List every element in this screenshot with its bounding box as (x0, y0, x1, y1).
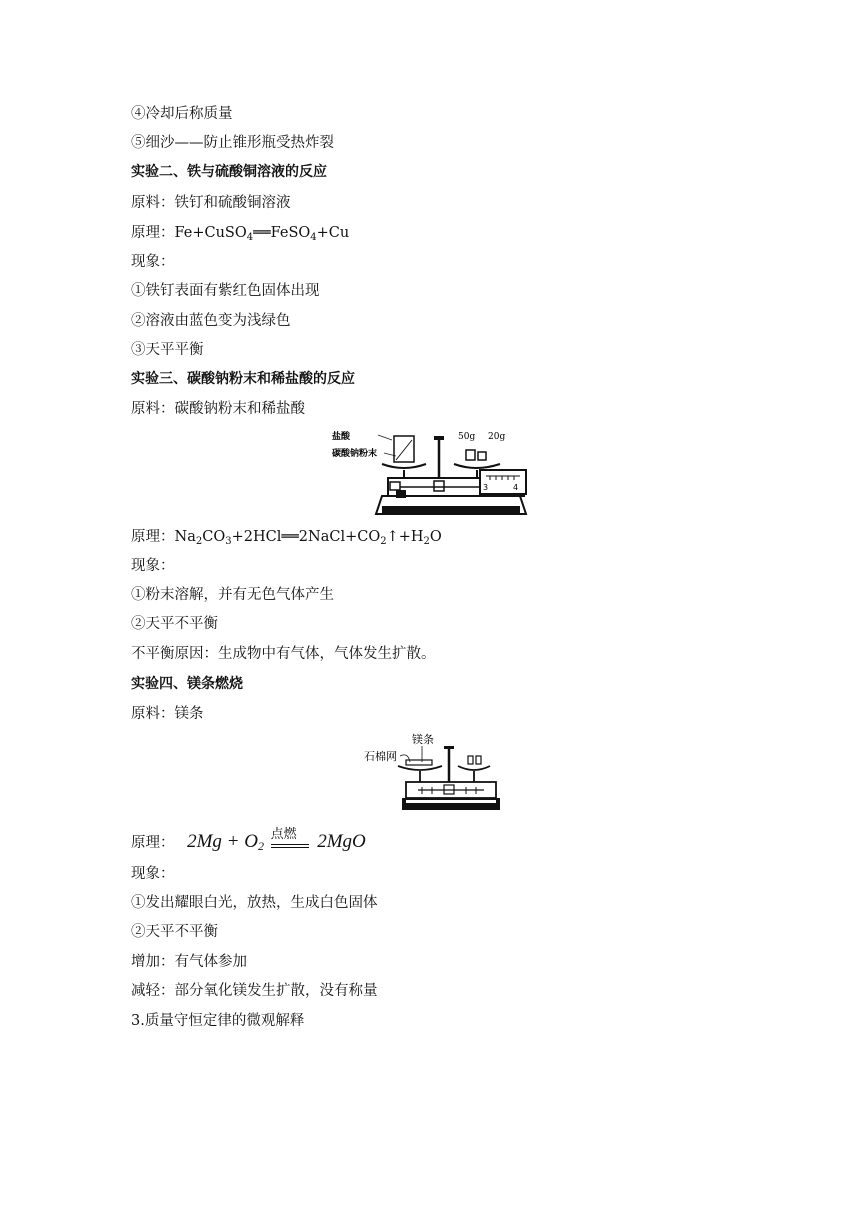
text-line: 原料：镁条 (131, 706, 204, 722)
section-heading: 实验三、碳酸钠粉末和稀盐酸的反应 (131, 371, 355, 387)
label-powder: 碳酸钠粉末 (332, 449, 378, 459)
eq-part: +2HCl══2NaCl+CO (231, 529, 381, 545)
text-line: ②天平不平衡 (131, 616, 218, 632)
condition-text: 点燃 (270, 827, 297, 842)
text-line: 现象： (131, 866, 175, 882)
eq-part: CO (202, 529, 226, 545)
text-line: 3.质量守恒定律的微观解释 (131, 1013, 305, 1029)
eq-sub: 3 (225, 536, 232, 547)
equation-line (131, 827, 366, 855)
text-line: ①铁钉表面有紫红色固体出现 (131, 283, 320, 299)
text-line: ③天平平衡 (131, 342, 204, 358)
text-line: 现象： (131, 254, 175, 270)
text-line: 现象： (131, 558, 175, 574)
eq-rhs: 2MgO (317, 831, 366, 852)
eq-sub: 2 (380, 536, 387, 547)
eq-part: ↑+H (386, 529, 424, 545)
label: 原理： (131, 835, 175, 851)
balance-diagram-acid (330, 426, 530, 522)
reaction-condition (269, 827, 313, 855)
text-line: 增加：有气体参加 (131, 954, 247, 970)
eq-part: +Cu (316, 225, 350, 241)
label-acid: 盐酸 (332, 432, 351, 442)
eq-sub: 2 (257, 839, 264, 853)
eq-sub: 4 (246, 232, 254, 243)
section-heading: 实验二、铁与硫酸铜溶液的反应 (131, 164, 327, 180)
weight-label-20g: 20g (488, 432, 506, 442)
eq-part: O (429, 529, 442, 545)
eq-lhs: 2Mg + O (187, 831, 258, 852)
eq-sub: 2 (423, 536, 430, 547)
scale-mark-3: 3 (483, 483, 489, 492)
section-heading: 实验四、镁条燃烧 (131, 676, 243, 692)
eq-part: ══FeSO (253, 225, 311, 241)
eq-part: Fe+CuSO (174, 225, 247, 241)
equation-line (131, 527, 442, 547)
equation-line (131, 223, 349, 243)
text-line: 不平衡原因：生成物中有气体，气体发生扩散。 (131, 646, 436, 662)
text-line: 原料：碳酸钠粉末和稀盐酸 (131, 401, 305, 417)
text-line: ④冷却后称质量 (131, 106, 233, 122)
text-line: 减轻：部分氧化镁发生扩散，没有称量 (131, 983, 378, 999)
label-ribbon: 镁条 (412, 733, 434, 746)
text-line: ①粉末溶解，并有无色气体产生 (131, 587, 334, 603)
eq-sub: 4 (310, 232, 317, 243)
text-line: ⑤细沙——防止锥形瓶受热炸裂 (131, 135, 334, 151)
weight-label-50g: 50g (458, 432, 476, 442)
text-line: ①发出耀眼白光，放热，生成白色固体 (131, 895, 378, 911)
eq-sub: 2 (195, 536, 203, 547)
text-line: ②天平不平衡 (131, 924, 218, 940)
label: 原理： (131, 529, 175, 545)
label-gauze: 石棉网 (364, 750, 397, 763)
balance-diagram-magnesium (362, 730, 502, 814)
label: 原理： (131, 225, 175, 241)
text-line: ②溶液由蓝色变为浅绿色 (131, 313, 291, 329)
eq-part: Na (174, 529, 196, 545)
scale-mark-4: 4 (513, 483, 519, 492)
text-line: 原料：铁钉和硫酸铜溶液 (131, 195, 291, 211)
